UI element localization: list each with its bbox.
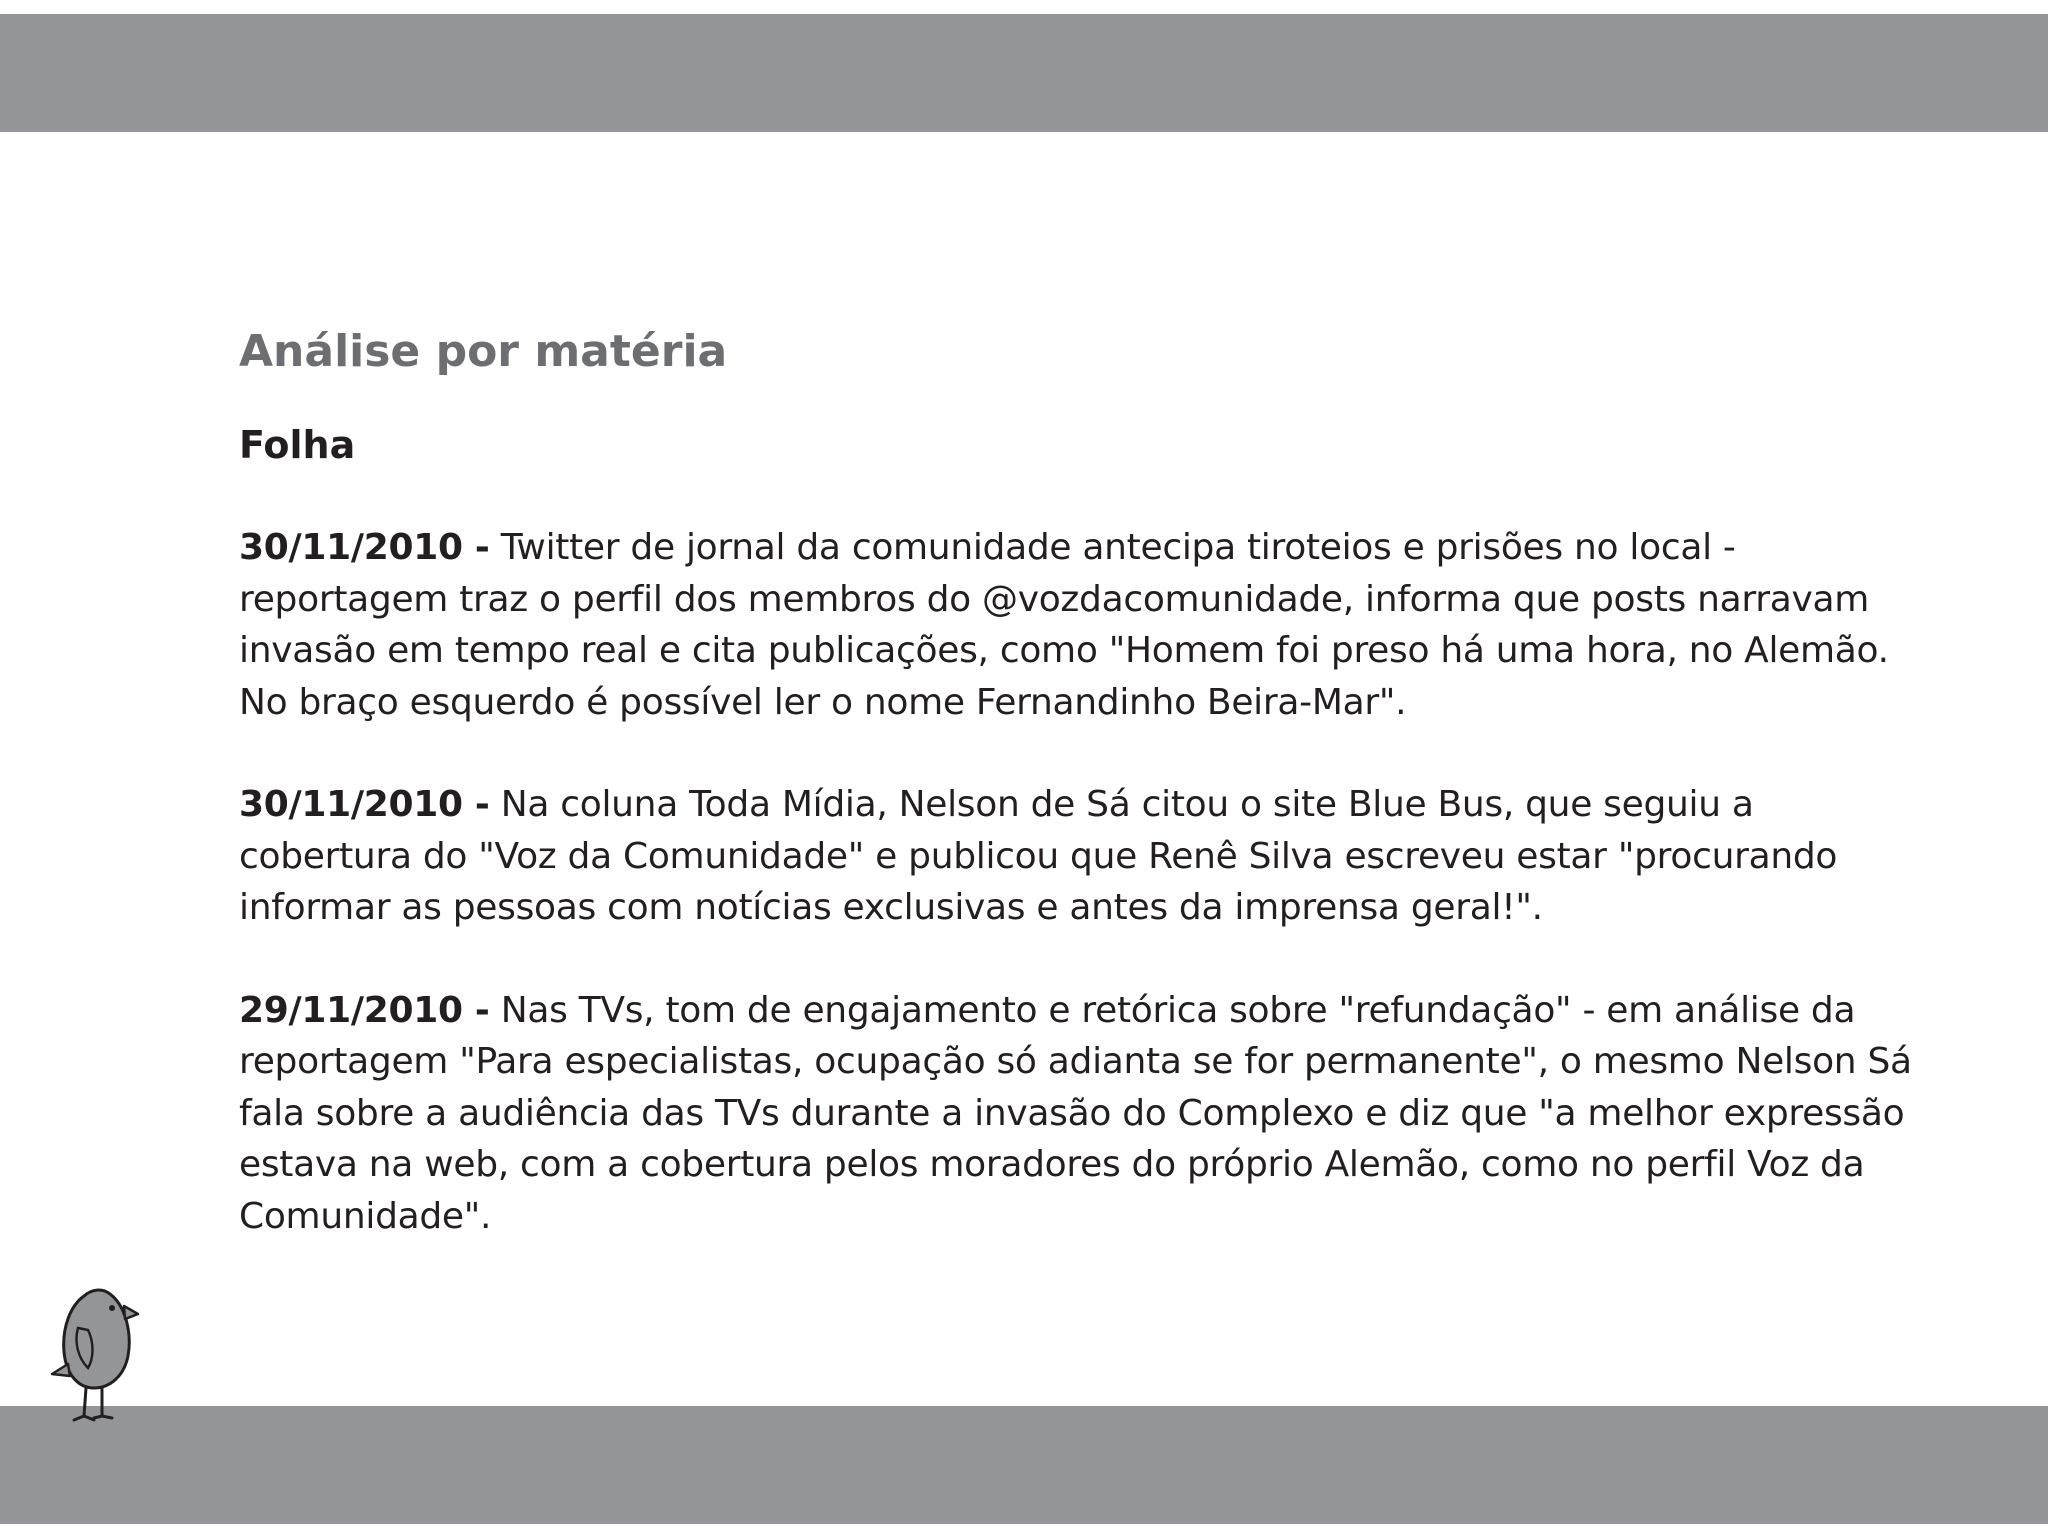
entry-date: 30/11/2010 -: [239, 527, 490, 568]
header-band: [0, 14, 2048, 132]
entry-text: Nas TVs, tom de engajamento e retórica sobre "refundação" - em análise da reportagem "Para especialistas, ocupação só adianta se for permanente", o mesmo Nelson Sá fala sobre a audiência das TVs durante a invasão do Complexo e diz que "a melhor expressão estava na web, com a cobertura pelos moradores do próprio Alemão, como no perfil Voz da Comunidade".: [239, 989, 1912, 1237]
entry-date: 29/11/2010 -: [239, 989, 490, 1031]
entry-item: [239, 779, 1929, 934]
entry-text: Twitter de jornal da comunidade antecipa tiroteios e prisões no local - reportagem traz o perfil dos membros do @vozdacomunidade, informa que posts narravam invasão em tempo real e cita publicações, como "Homem foi preso há uma hora, no Alemão. No braço esquerdo é possível ler o nome Fernandinho Beira-Mar".: [239, 527, 1889, 723]
section-title: Folha: [239, 423, 356, 467]
main-content: [239, 318, 1929, 1293]
entry-list: [239, 522, 1929, 1242]
entry-text: Na coluna Toda Mídia, Nelson de Sá citou o site Blue Bus, que seguiu a cobertura do "Voz da Comunidade" e publicou que Renê Silva escreveu estar "procurando informar as pessoas com notícias exclusivas e antes da imprensa geral!".: [239, 784, 1838, 928]
footer-band: [0, 1406, 2048, 1524]
entry-date: 30/11/2010 -: [239, 784, 490, 825]
page-title: Análise por matéria: [239, 326, 728, 377]
entry-item: [239, 985, 1929, 1243]
bird-icon: [48, 1276, 140, 1428]
entry-item: [239, 522, 1929, 728]
